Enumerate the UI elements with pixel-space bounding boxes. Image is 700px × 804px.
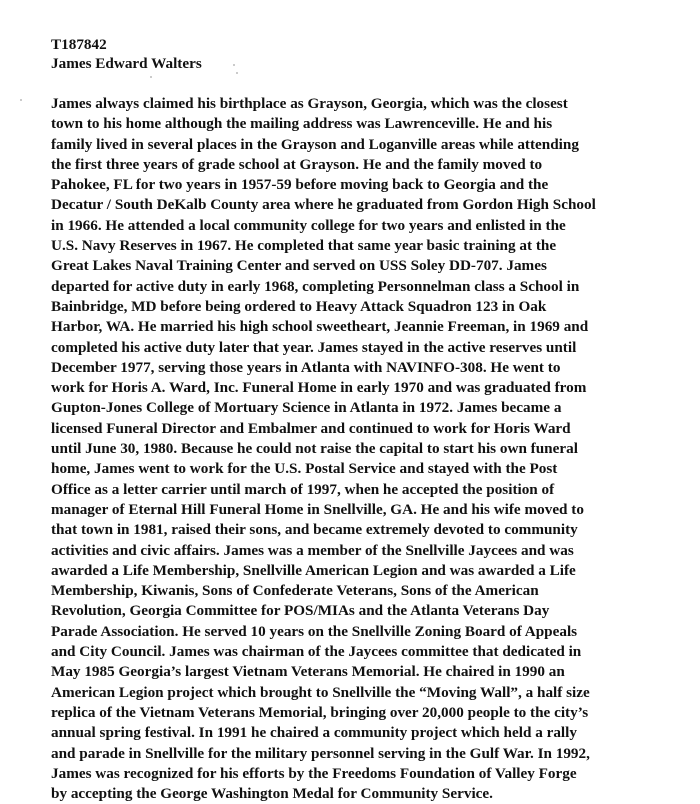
paragraph-line: Bainbridge, MD before being ordered to Heavy Attack Squadron 123 in Oak [51,297,547,315]
paragraph-line: American Legion project which brought to Snellville the “Moving Wall”, a half size [51,683,590,701]
paragraph-line: town to his home although the mailing address was Lawrenceville. He and his [51,115,553,133]
paragraph-line: Membership, Kiwanis, Sons of Confederate Veterans, Sons of the American [51,582,539,600]
scan-speck [236,72,238,74]
paragraph-line: Gupton-Jones College of Mortuary Science in Atlanta in 1972. James became a [51,399,562,417]
paragraph-line: Pahokee, FL for two years in 1957-59 before moving back to Georgia and the [51,176,549,194]
paragraph-line: Revolution, Georgia Committee for POS/MIAs and the Atlanta Veterans Day [51,602,550,620]
paragraph-line: Harbor, WA. He married his high school sweetheart, Jeannie Freeman, in 1969 and [51,318,589,336]
paragraph-line: Parade Association. He served 10 years on the Snellville Zoning Board of Appeals [51,622,578,640]
paragraph-line: James always claimed his birthplace as Grayson, Georgia, which was the closest [51,95,568,112]
paragraph-line: by accepting the George Washington Medal for Community Service. [51,785,493,803]
person-name: James Edward Walters [51,55,202,72]
paragraph-line: U.S. Navy Reserves in 1967. He completed that same year basic training at the [51,237,557,255]
paragraph-line: that town in 1981, raised their sons, and became extremely devoted to community [51,521,578,539]
paragraph-line: replica of the Vietnam Veterans Memorial, bringing over 20,000 people to the city’s [51,703,589,721]
paragraph-line: home, James went to work for the U.S. Postal Service and stayed with the Post [51,460,558,478]
paragraph-line: the first three years of grade school at Grayson. He and the family moved to [51,155,543,173]
paragraph-line: family lived in several places in the Grayson and Loganville areas while attending [51,135,579,153]
scan-speck [150,76,152,78]
paragraph-line: manager of Eternal Hill Funeral Home in Snellville, GA. He and his wife moved to [51,500,584,518]
document-header [51,35,202,73]
paragraph-line: James was recognized for his efforts by the Freedoms Foundation of Valley Forge [51,764,577,782]
document-id: T187842 [51,36,107,53]
paragraph-line: May 1985 Georgia’s largest Vietnam Veterans Memorial. He chaired in 1990 an [51,663,565,681]
scan-speck [20,99,22,101]
biography-paragraph [51,94,681,804]
scan-speck [233,64,235,66]
paragraph-line: Office as a letter carrier until march of 1997, when he accepted the position of [51,480,555,498]
paragraph-line: and parade in Snellville for the military personnel serving in the Gulf War. In 1992, [51,744,590,762]
paragraph-line: Great Lakes Naval Training Center and served on USS Soley DD-707. James [51,257,547,275]
paragraph-line: work for Horis A. Ward, Inc. Funeral Home in early 1970 and was graduated from [51,379,587,397]
paragraph-line: activities and civic affairs. James was a member of the Snellville Jaycees and was [51,541,574,559]
paragraph-line: awarded a Life Membership, Snellville American Legion and was awarded a Life [51,561,576,579]
paragraph-line: completed his active duty later that year. James stayed in the active reserves until [51,338,577,356]
paragraph-line: until June 30, 1980. Because he could not raise the capital to start his own funeral [51,440,578,458]
paragraph-line: and City Council. James was chairman of the Jaycees committee that dedicated in [51,643,582,661]
paragraph-line: December 1977, serving those years in Atlanta with NAVINFO-308. He went to [51,358,561,376]
paragraph-line: departed for active duty in early 1968, completing Personnelman class a School in [51,277,580,295]
paragraph-line: licensed Funeral Director and Embalmer and continued to work for Horis Ward [51,419,571,437]
paragraph-line: in 1966. He attended a local community college for two years and enlisted in the [51,216,566,234]
paragraph-line: Decatur / South DeKalb County area where he graduated from Gordon High School [51,196,596,214]
paragraph-line: annual spring festival. In 1991 he chaired a community project which held a rally [51,724,577,742]
